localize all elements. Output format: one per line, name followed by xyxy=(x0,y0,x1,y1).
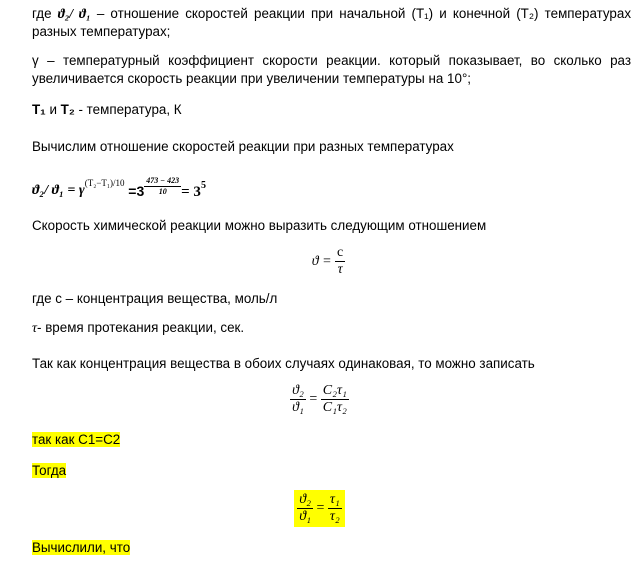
eq4-equals: = xyxy=(316,500,325,516)
tau-symbol: τ xyxy=(32,321,38,336)
eq1-exponent: (T₂−T₁)/10 xyxy=(84,178,125,189)
eq1-exp-num: 473 − 423 xyxy=(146,176,180,185)
text-and: и xyxy=(45,102,61,117)
paragraph-temperature xyxy=(0,102,639,117)
eq3-left-num: ϑ₂ xyxy=(292,383,304,398)
paragraph-time xyxy=(0,320,639,337)
text-temperature-desc: - температура, К xyxy=(74,102,182,117)
eq4-highlight xyxy=(294,490,345,527)
eq2-lhs: ϑ = xyxy=(311,253,332,269)
eq1-exp-fraction xyxy=(144,176,181,197)
eq1-three: =3 xyxy=(128,183,145,200)
t2-symbol: T₂ xyxy=(60,102,75,117)
eq2-den: τ xyxy=(337,262,343,277)
eq3-right-num: C₂τ₁ xyxy=(322,383,347,398)
ratio-symbol: ϑ₂/ ϑ₁ xyxy=(57,6,91,21)
paragraph-ratio-definition xyxy=(0,5,639,41)
text-concentration: где c – концентрация вещества, моль/л xyxy=(32,291,278,306)
eq4-right-den: τ₂ xyxy=(329,509,340,524)
text-compute: Вычислим отношение скоростей реакции при разных температурах xyxy=(32,139,454,154)
text-rate-expression: Скорость химической реакции можно выразить следующим отношением xyxy=(32,218,487,233)
paragraph-c1-c2 xyxy=(0,432,639,447)
equation-ratio-gamma xyxy=(0,176,639,206)
paragraph-rate-expression xyxy=(0,218,639,233)
text-c1-equals-c2: так как С1=С2 xyxy=(32,432,121,447)
equation-ratio-tau xyxy=(0,490,639,527)
eq2-num: c xyxy=(337,245,344,260)
equation-rate xyxy=(0,245,639,278)
eq3-left-fraction xyxy=(290,383,306,416)
paragraph-computed xyxy=(0,540,639,555)
text-time: - время протекания реакции, сек. xyxy=(37,320,245,335)
eq2-fraction xyxy=(335,245,345,278)
paragraph-concentration xyxy=(0,291,639,306)
text-then: Тогда xyxy=(32,463,67,478)
eq4-left-den: ϑ₁ xyxy=(299,509,311,524)
paragraph-same-concentration xyxy=(0,356,639,371)
eq3-left-den: ϑ₁ xyxy=(292,400,304,415)
text-computed: Вычислили, что xyxy=(32,540,131,555)
eq4-right-num: τ₁ xyxy=(329,492,340,507)
eq4-left-fraction xyxy=(297,492,313,525)
eq4-right-fraction xyxy=(328,492,342,525)
eq1-result: = 3 xyxy=(181,184,201,201)
equation-ratio-full xyxy=(0,383,639,416)
eq3-right-fraction xyxy=(321,383,349,416)
text-same-concentration: Так как концентрация вещества в обоих случаях одинаковая, то можно записать xyxy=(32,356,535,371)
eq3-right-den: C₁τ₂ xyxy=(322,400,347,415)
text-ratio-desc: – отношение скоростей реакции при начальной (T₁) и конечной (T₂) температурах разных температурах; xyxy=(32,6,632,39)
paragraph-gamma xyxy=(0,52,639,88)
eq3-equals: = xyxy=(309,391,318,407)
eq4-left-num: ϑ₂ xyxy=(299,492,311,507)
text-gamma-desc: γ – температурный коэффициент скорости реакции. который показывает, во сколько раз увеличивается скорость реакции при увеличении температуры на 10°; xyxy=(32,53,631,86)
eq1-result-exp: 5 xyxy=(200,180,206,192)
paragraph-compute xyxy=(0,139,639,154)
t1-symbol: T₁ xyxy=(32,102,46,117)
paragraph-then xyxy=(0,463,639,478)
eq1-exp-den: 10 xyxy=(158,187,167,196)
text-where: где xyxy=(32,6,58,21)
eq1-lhs: ϑ₂/ ϑ₁ = γ xyxy=(32,183,85,199)
